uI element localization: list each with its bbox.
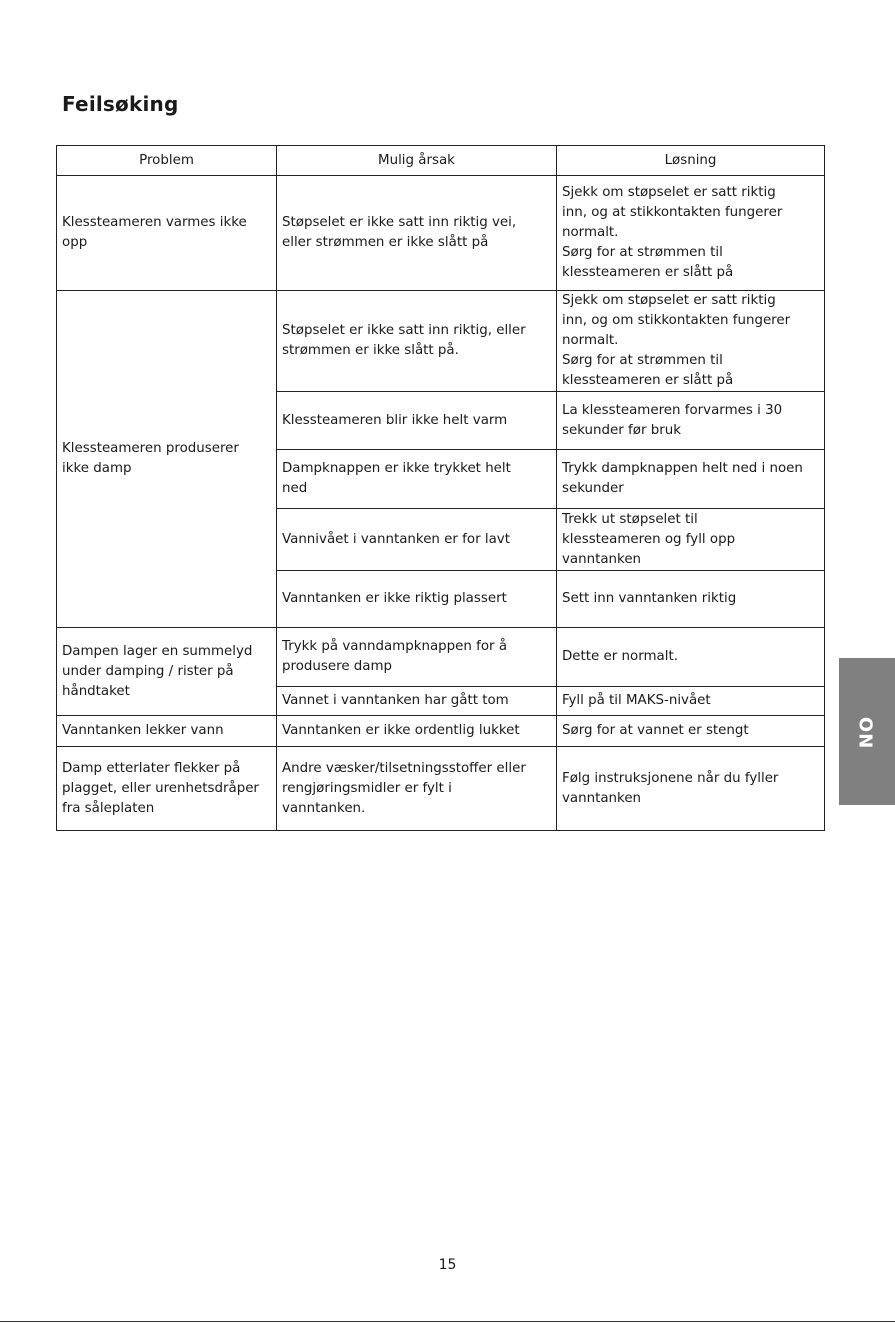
cause-cell: Vanntanken er ikke ordentlig lukket [277, 716, 557, 747]
table-header-row [57, 146, 825, 176]
solution-cell: Sjekk om støpselet er satt riktig inn, og om stikkontakten fungerer normalt. Sørg for at strømmen til klessteameren er slått på [557, 291, 825, 392]
page-title: Feilsøking [62, 92, 179, 116]
solution-cell: La klessteameren forvarmes i 30 sekunder før bruk [557, 392, 825, 450]
problem-cell: Klessteameren varmes ikke opp [57, 176, 277, 291]
solution-cell: Sett inn vanntanken riktig [557, 571, 825, 628]
troubleshooting-table [56, 145, 825, 831]
language-tab-label: NO [856, 715, 878, 748]
table-row [57, 747, 825, 831]
table-row [57, 716, 825, 747]
bottom-divider [0, 1321, 895, 1322]
column-header-cause: Mulig årsak [277, 146, 557, 176]
column-header-problem: Problem [57, 146, 277, 176]
table-row [57, 291, 825, 392]
cause-cell: Trykk på vanndampknappen for å produsere damp [277, 628, 557, 687]
problem-cell: Dampen lager en summelyd under damping / rister på håndtaket [57, 628, 277, 716]
table-row [57, 176, 825, 291]
cause-cell: Vanntanken er ikke riktig plassert [277, 571, 557, 628]
cause-cell: Vannivået i vanntanken er for lavt [277, 509, 557, 571]
solution-cell: Sjekk om støpselet er satt riktig inn, og at stikkontakten fungerer normalt. Sørg for at strømmen til klessteameren er slått på [557, 176, 825, 291]
column-header-solution: Løsning [557, 146, 825, 176]
solution-cell: Trekk ut støpselet til klessteameren og fyll opp vanntanken [557, 509, 825, 571]
solution-cell: Følg instruksjonene når du fyller vanntanken [557, 747, 825, 831]
problem-cell: Vanntanken lekker vann [57, 716, 277, 747]
solution-cell: Trykk dampknappen helt ned i noen sekunder [557, 450, 825, 509]
solution-cell: Sørg for at vannet er stengt [557, 716, 825, 747]
language-tab [839, 658, 895, 805]
solution-cell: Dette er normalt. [557, 628, 825, 687]
cause-cell: Vannet i vanntanken har gått tom [277, 687, 557, 716]
problem-cell: Klessteameren produserer ikke damp [57, 291, 277, 628]
cause-cell: Klessteameren blir ikke helt varm [277, 392, 557, 450]
page-number: 15 [438, 1257, 457, 1273]
solution-cell: Fyll på til MAKS-nivået [557, 687, 825, 716]
cause-cell: Støpselet er ikke satt inn riktig, eller strømmen er ikke slått på. [277, 291, 557, 392]
cause-cell: Andre væsker/tilsetningsstoffer eller rengjøringsmidler er fylt i vanntanken. [277, 747, 557, 831]
cause-cell: Støpselet er ikke satt inn riktig vei, eller strømmen er ikke slått på [277, 176, 557, 291]
cause-cell: Dampknappen er ikke trykket helt ned [277, 450, 557, 509]
table-row [57, 628, 825, 687]
problem-cell: Damp etterlater flekker på plagget, eller urenhetsdråper fra såleplaten [57, 747, 277, 831]
